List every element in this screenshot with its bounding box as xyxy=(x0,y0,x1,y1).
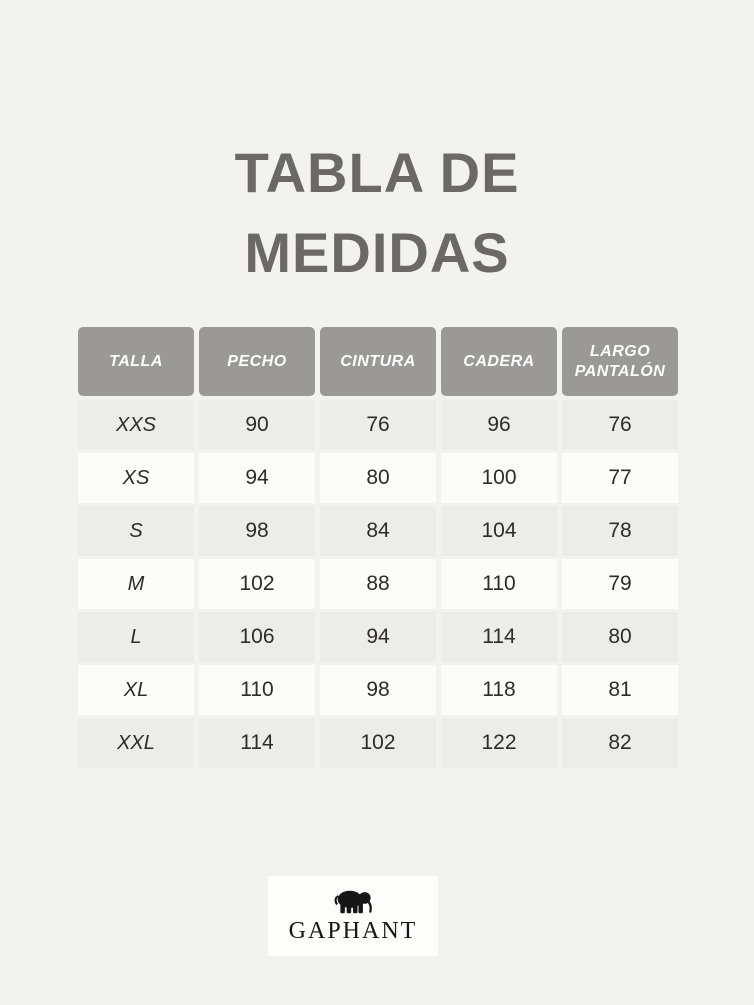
cell-largo: 80 xyxy=(562,612,678,662)
column-header-pecho: PECHO xyxy=(199,327,315,396)
cell-largo: 79 xyxy=(562,559,678,609)
cell-cintura: 80 xyxy=(320,453,436,503)
table-row-xxs xyxy=(78,400,678,450)
cell-largo: 77 xyxy=(562,453,678,503)
column-header-largo-pantalon: LARGO PANTALÓN xyxy=(562,327,678,396)
cell-largo: 82 xyxy=(562,718,678,768)
cell-size: XXL xyxy=(78,718,194,768)
table-row-xxl xyxy=(78,718,678,768)
table-row-xs xyxy=(78,453,678,503)
cell-pecho: 90 xyxy=(199,400,315,450)
brand-name: GAPHANT xyxy=(288,917,418,944)
size-table xyxy=(78,327,678,768)
cell-size: XXS xyxy=(78,400,194,450)
cell-cintura: 84 xyxy=(320,506,436,556)
cell-pecho: 98 xyxy=(199,506,315,556)
page-title-line2: MEDIDAS xyxy=(244,221,510,284)
cell-largo: 76 xyxy=(562,400,678,450)
cell-cadera: 118 xyxy=(441,665,557,715)
table-header-row xyxy=(78,327,678,396)
cell-cadera: 104 xyxy=(441,506,557,556)
column-header-talla: TALLA xyxy=(78,327,194,396)
elephant-icon xyxy=(330,888,376,916)
cell-cintura: 94 xyxy=(320,612,436,662)
brand-logo xyxy=(268,876,438,956)
cell-cintura: 88 xyxy=(320,559,436,609)
cell-cadera: 96 xyxy=(441,400,557,450)
cell-largo: 78 xyxy=(562,506,678,556)
cell-cintura: 76 xyxy=(320,400,436,450)
column-header-cadera: CADERA xyxy=(441,327,557,396)
table-row-s xyxy=(78,506,678,556)
cell-cadera: 100 xyxy=(441,453,557,503)
table-row-m xyxy=(78,559,678,609)
cell-size: XL xyxy=(78,665,194,715)
cell-size: XS xyxy=(78,453,194,503)
cell-pecho: 114 xyxy=(199,718,315,768)
table-body xyxy=(78,400,678,768)
cell-size: S xyxy=(78,506,194,556)
cell-pecho: 106 xyxy=(199,612,315,662)
table-row-xl xyxy=(78,665,678,715)
table-row-l xyxy=(78,612,678,662)
cell-largo: 81 xyxy=(562,665,678,715)
cell-cadera: 122 xyxy=(441,718,557,768)
page-title xyxy=(0,133,754,293)
cell-pecho: 102 xyxy=(199,559,315,609)
cell-size: L xyxy=(78,612,194,662)
cell-cadera: 110 xyxy=(441,559,557,609)
page-title-line1: TABLA DE xyxy=(234,141,520,204)
column-header-cintura: CINTURA xyxy=(320,327,436,396)
cell-cintura: 98 xyxy=(320,665,436,715)
cell-cintura: 102 xyxy=(320,718,436,768)
cell-pecho: 110 xyxy=(199,665,315,715)
cell-size: M xyxy=(78,559,194,609)
cell-cadera: 114 xyxy=(441,612,557,662)
cell-pecho: 94 xyxy=(199,453,315,503)
